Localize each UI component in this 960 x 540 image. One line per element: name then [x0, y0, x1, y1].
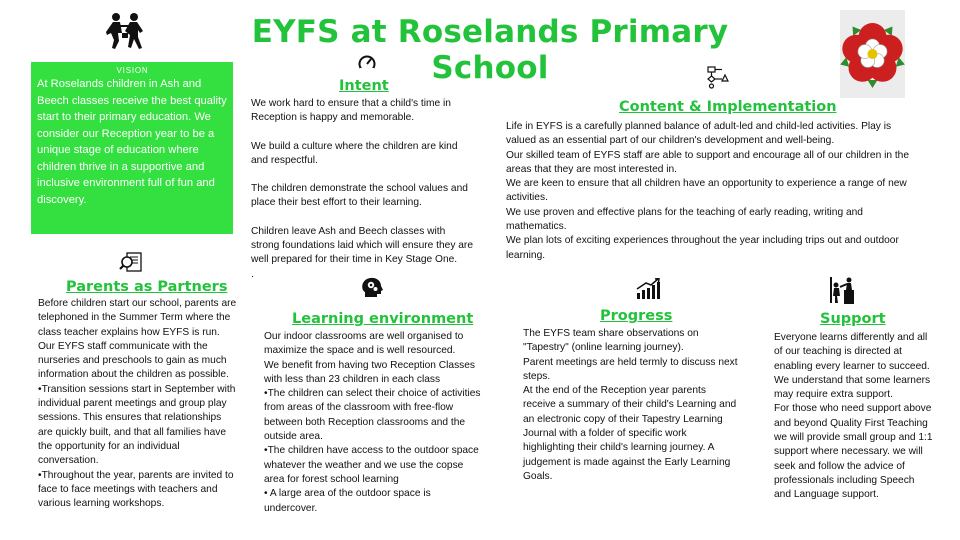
tudor-rose-icon	[840, 10, 905, 98]
content-line: We use proven and effective plans for the teaching of early reading, writing and mathematics.	[506, 206, 863, 233]
learning-line: •The children can select their choice of activities from areas of the classroom with free-flow between both Reception classrooms and the outside area.	[264, 388, 481, 443]
intent-paragraph: We build a culture where the children are kind and respectful.	[251, 140, 458, 166]
content-line: Our skilled team of EYFS staff are able to support and encourage all of our children in the areas that they are most interested in.	[506, 149, 910, 175]
parents-line: •Transition sessions start in September with individual parent meetings and group play sessions. This ensures that relationships are quickly built, and that all families have the opportunity for an individual conversation.	[38, 383, 236, 467]
helping-hand-climb-icon	[829, 276, 855, 304]
learning-line: • A large area of the outdoor space is undercover.	[264, 488, 431, 514]
intent-body	[251, 97, 476, 282]
vision-text: At Roselands children in Ash and Beech classes receive the best quality start to their primary education. We consider our Reception year to be a unique stage of education where children thrive in a supportive and inclusive environment full of fun and discovery.	[37, 78, 227, 206]
learning-line: We benefit from having two Reception Classes with less than 23 children in each class	[264, 359, 476, 385]
intent-paragraph: We work hard to ensure that a child's time in Reception is happy and memorable.	[251, 98, 451, 124]
learning-line: Our indoor classrooms are well organised to maximize the space and is well resourced.	[264, 331, 464, 357]
flowchart-icon	[706, 65, 732, 89]
magnifier-document-icon	[119, 252, 145, 274]
progress-body	[523, 327, 740, 484]
progress-heading: Progress	[600, 308, 673, 324]
support-line: For those who need support above and beyond Quality First Teaching we will provide small group and 1:1 support where necessary. we will seek and follow the advice of professionals including Speech and Language support.	[774, 403, 933, 501]
parents-line: Before children start our school, parents are telephoned in the Summer Term where the class teacher explains how EYFS is run. Our EYFS staff communicate with the nurseries and preschools to gain as much information about the children as possible.	[38, 298, 237, 381]
vision-heading: VISION	[116, 66, 149, 75]
page-title: EYFS at Roselands Primary School	[251, 14, 729, 86]
parents-body	[38, 297, 238, 511]
support-line: Everyone learns differently and all of our teaching is directed at enabling every learner to succeed. We understand that some learners may require extra support.	[774, 332, 931, 401]
progress-line: The EYFS team share observations on "Tapestry" (online learning journey).	[523, 328, 699, 354]
progress-line: At the end of the Reception year parents receive a summary of their child's Learning and an electronic copy of their Tapestry Learning Journal with a folder of specific work highlighting their child's learning journey. A judgement is made against the Early Learning Goals.	[523, 385, 737, 482]
children-playing-icon	[103, 11, 147, 51]
learning-body	[264, 330, 484, 516]
intent-paragraph: The children demonstrate the school values and place their best effort to their learning.	[251, 183, 468, 209]
parents-line: •Throughout the year, parents are invited to face to face meetings with teachers and various learning workshops.	[38, 469, 234, 510]
content-line: Life in EYFS is a carefully planned balance of adult-led and child-led activities. Play is valued as an essential part of our children's development and well-being.	[506, 121, 892, 147]
content-body	[506, 120, 920, 263]
vision-panel	[31, 62, 233, 234]
support-body	[774, 331, 934, 503]
content-line: We are keen to ensure that all children have an opportunity to experience a range of new activities.	[506, 178, 907, 204]
learning-heading: Learning environment	[292, 311, 474, 327]
intent-paragraph: Children leave Ash and Beech classes with strong foundations laid which will ensure they are well prepared for their time in Key Stage One.	[251, 225, 473, 266]
support-heading: Support	[820, 311, 886, 327]
learning-line: •The children have access to the outdoor space whatever the weather and we use the copse area for forest school learning	[264, 445, 479, 485]
head-gears-icon	[360, 277, 384, 299]
progress-line: Parent meetings are held termly to discuss next steps.	[523, 356, 738, 382]
intent-paragraph: .	[251, 268, 254, 280]
rising-bar-chart-icon	[636, 278, 662, 300]
intent-heading: Intent	[339, 78, 389, 94]
content-line: We plan lots of exciting experiences throughout the year including trips out and outdoor learning.	[506, 235, 899, 261]
content-heading: Content & Implementation	[619, 99, 837, 115]
parents-heading: Parents as Partners	[66, 279, 228, 295]
speedometer-icon	[357, 54, 377, 72]
